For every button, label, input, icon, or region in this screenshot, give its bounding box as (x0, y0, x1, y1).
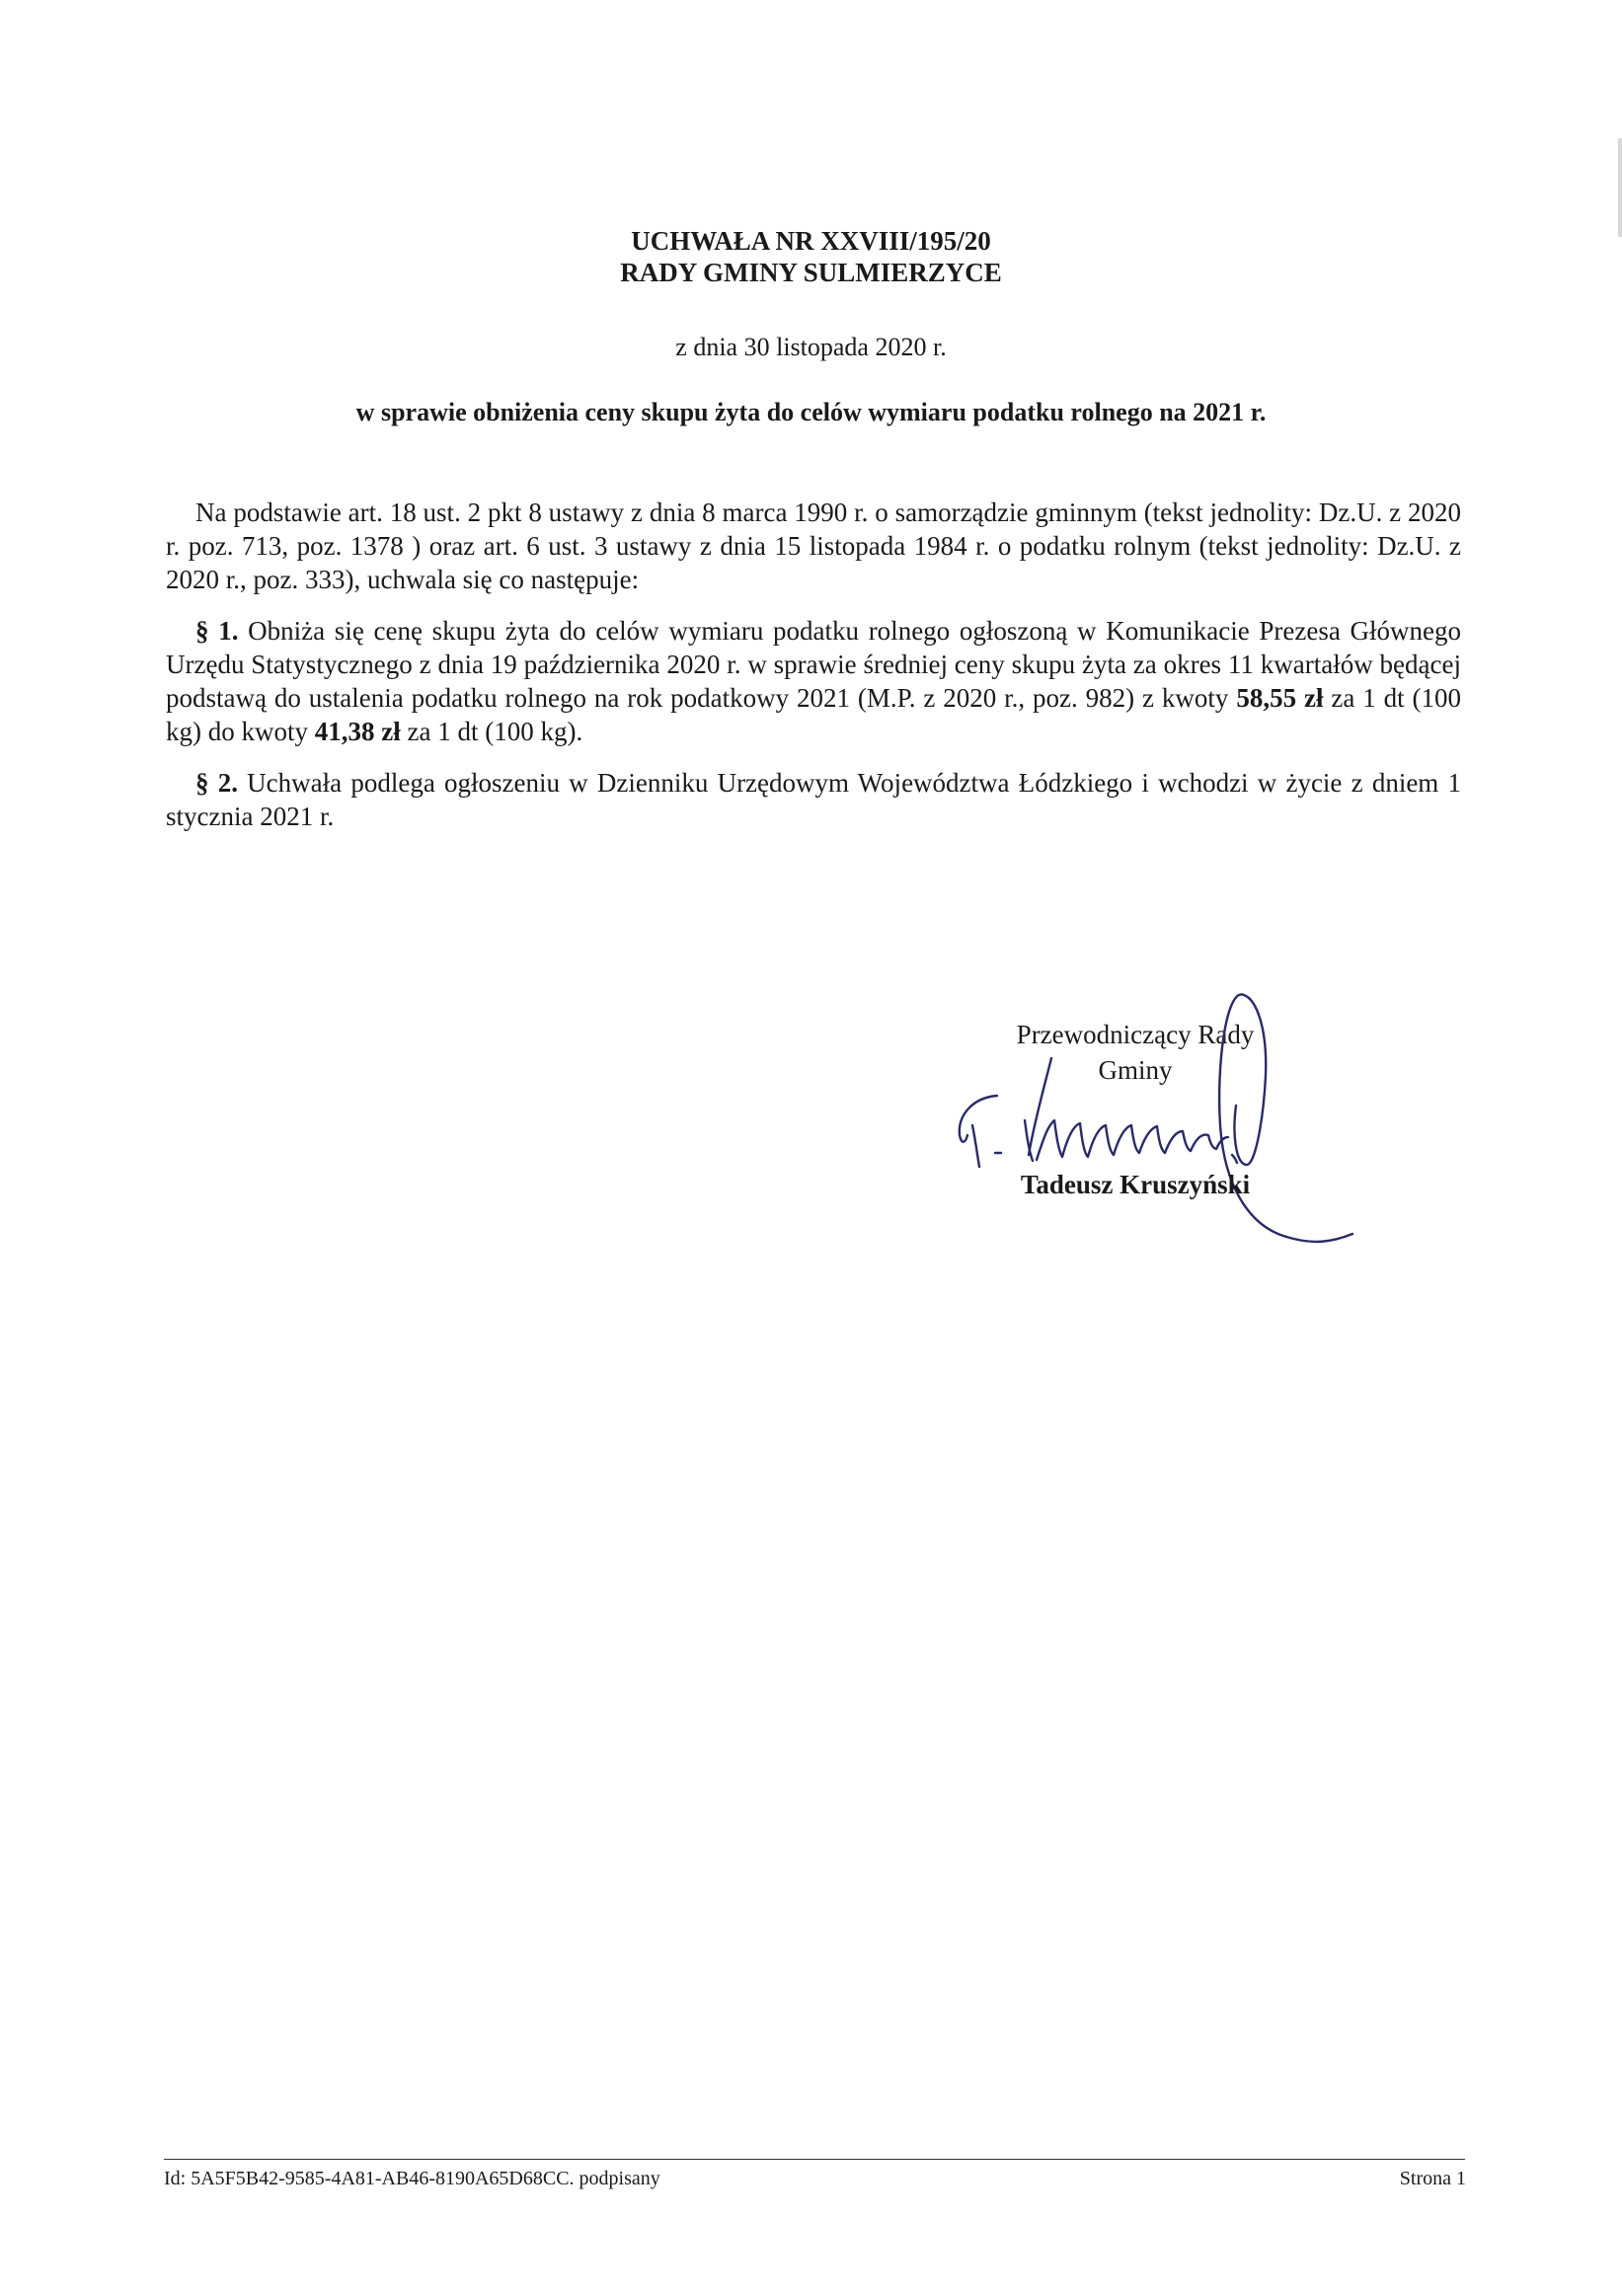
handwritten-signature (918, 987, 1491, 1254)
paragraph-2-text: Uchwała podlega ogłoszeniu w Dzienniku Urzędowym Województwa Łódzkiego i wchodzi w życie z dniem 1 stycznia 2021 r. (166, 768, 1462, 831)
paragraph-1-label: § 1. (195, 616, 239, 646)
amount-to: 41,38 zł (314, 717, 401, 746)
resolution-title (0, 225, 1622, 288)
signature-t-stroke (960, 1096, 997, 1142)
paragraph-1 (166, 614, 1461, 748)
signature-flourish (1037, 1120, 1228, 1160)
signatory-name: Tadeusz Kruszyński (1020, 1170, 1251, 1199)
signature-underline (1232, 1155, 1237, 1163)
paragraph-1-text-b: za 1 dt (100 kg) do kwoty (166, 683, 1461, 746)
scan-edge-mark (1618, 138, 1622, 237)
resolution-body (166, 496, 1461, 851)
amount-from: 58,55 zł (1236, 683, 1324, 713)
title-line-1: UCHWAŁA NR XXVIII/195/20 (631, 226, 991, 256)
paragraph-2 (166, 766, 1461, 833)
paragraph-1-text-a: Obniża się cenę skupu żyta do celów wymiaru podatku rolnego ogłoszoną w Komunikacie Prezesa Głównego Urzędu Statystycznego z dnia 19 października 2020 r. w sprawie średniej ceny skupu żyta za okres 11 kwartałów będącej podstawą do ustalenia podatku rolnego na rok podatkowy 2021 (M.P. z 2020 r., poz. 982) z kwoty (166, 616, 1461, 713)
intro-paragraph: Na podstawie art. 18 ust. 2 pkt 8 ustawy z dnia 8 marca 1990 r. o samorządzie gminnym (tekst jednolity: Dz.U. z 2020 r. poz. 713, poz. 1378 ) oraz art. 6 ust. 3 ustawy z dnia 15 listopada 1984 r. o podatku rolnym (tekst jednolity: Dz.U. z 2020 r., poz. 333), uchwala się co następuje: (166, 497, 1461, 594)
paragraph-2-label: § 2. (195, 768, 238, 798)
title-line-2: RADY GMINY SULMIERZYCE (620, 258, 1002, 287)
resolution-subject: w sprawie obniżenia ceny skupu żyta do celów wymiaru podatku rolnego na 2021 r. (355, 398, 1267, 426)
role-line-1: Przewodniczący Rady (1016, 1020, 1255, 1049)
signature-loop (1219, 994, 1352, 1241)
paragraph-1-text-c: za 1 dt (100 kg). (400, 717, 583, 746)
page-number: Strona 1 (1399, 2168, 1466, 2189)
resolution-date: z dnia 30 listopada 2020 r. (675, 333, 947, 361)
document-id: Id: 5A5F5B42-9585-4A81-AB46-8190A65D68CC. podpisany (164, 2168, 660, 2189)
role-line-2: Gminy (1098, 1055, 1173, 1085)
footer-divider (164, 2159, 1465, 2160)
signature-k-stem (1029, 1058, 1051, 1155)
signature-t-stem (972, 1125, 979, 1167)
